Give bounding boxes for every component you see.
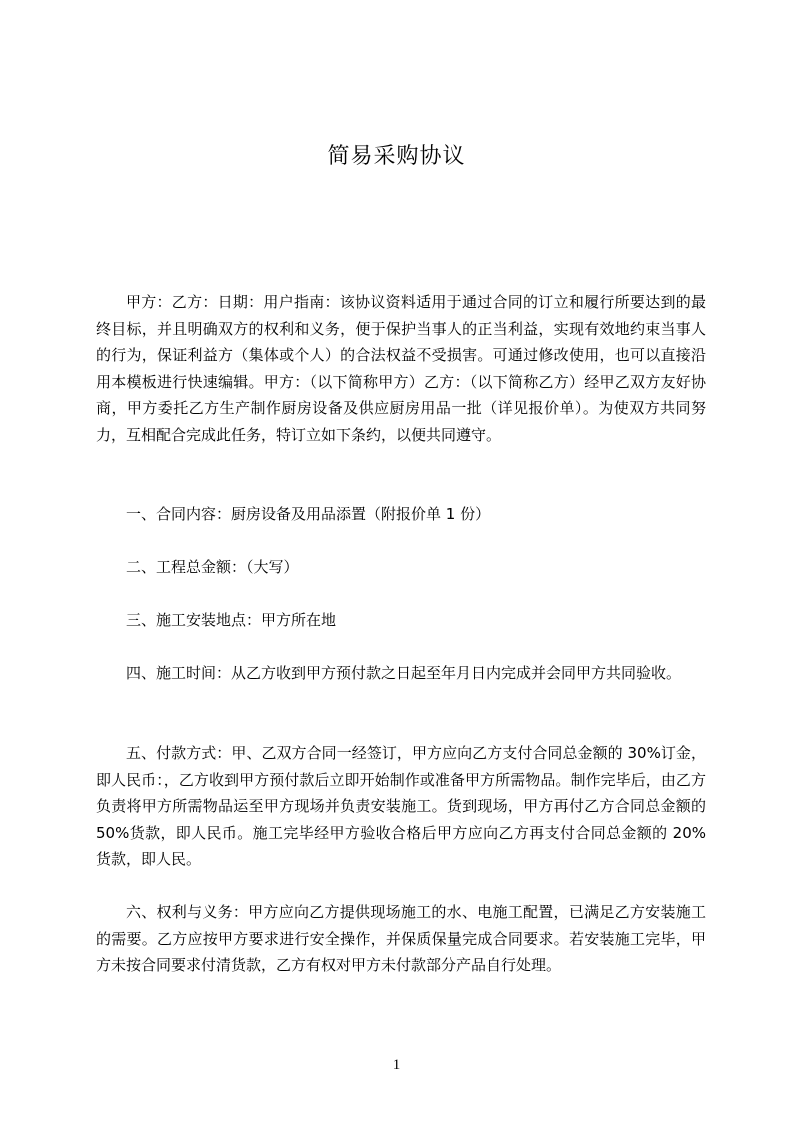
page-number: 1 (392, 1057, 401, 1073)
intro-paragraph: 甲方：乙方：日期：用户指南：该协议资料适用于通过合同的订立和履行所要达到的最终目标，并且明确双方的权利和义务，便于保护当事人的正当利益，实现有效地约束当事人的行为，保证利益方（集体或个人）的合法权益不受损害。可通过修改使用，也可以直接沿用本模板进行快速编辑。甲方：（以下简称甲方）乙方：（以下简称乙方）经甲乙双方友好协商，甲方委托乙方生产制作厨房设备及供应厨房用品一批（详见报价单）。为使双方共同努力，互相配合完成此任务，特订立如下条约，以便共同遵守。 (96, 293, 706, 444)
clause-payment-method: 五、付款方式：甲、乙双方合同一经签订，甲方应向乙方支付合同总金额的 30%订金，即人民币：，乙方收到甲方预付款后立即开始制作或准备甲方所需物品。制作完毕后，由乙方负责将甲方所需物品运至甲方现场并负责安装施工。货到现场，甲方再付乙方合同总金额的 50%货款，即人民币。施工完毕经甲方验收合格后甲方应向乙方再支付合同总金额的 20%货款，即人民。 (96, 744, 706, 868)
clause-install-location: 三、施工安装地点：甲方所在地 (126, 611, 337, 629)
clause-contract-content: 一、合同内容：厨房设备及用品添置（附报价单 1 份） (126, 505, 491, 523)
document-title: 简易采购协议 (327, 144, 466, 169)
clause-rights-obligations: 六、权利与义务：甲方应向乙方提供现场施工的水、电施工配置，已满足乙方安装施工的需要。乙方应按甲方要求进行安全操作，并保质保量完成合同要求。若安装施工完毕，甲方未按合同要求付清货款，乙方有权对甲方未付款部分产品自行处理。 (96, 903, 706, 974)
clause-total-amount: 二、工程总金额：（大写） (126, 558, 299, 576)
clause-construction-time: 四、施工时间：从乙方收到甲方预付款之日起至年月日内完成并会同甲方共同验收。 (126, 664, 682, 682)
